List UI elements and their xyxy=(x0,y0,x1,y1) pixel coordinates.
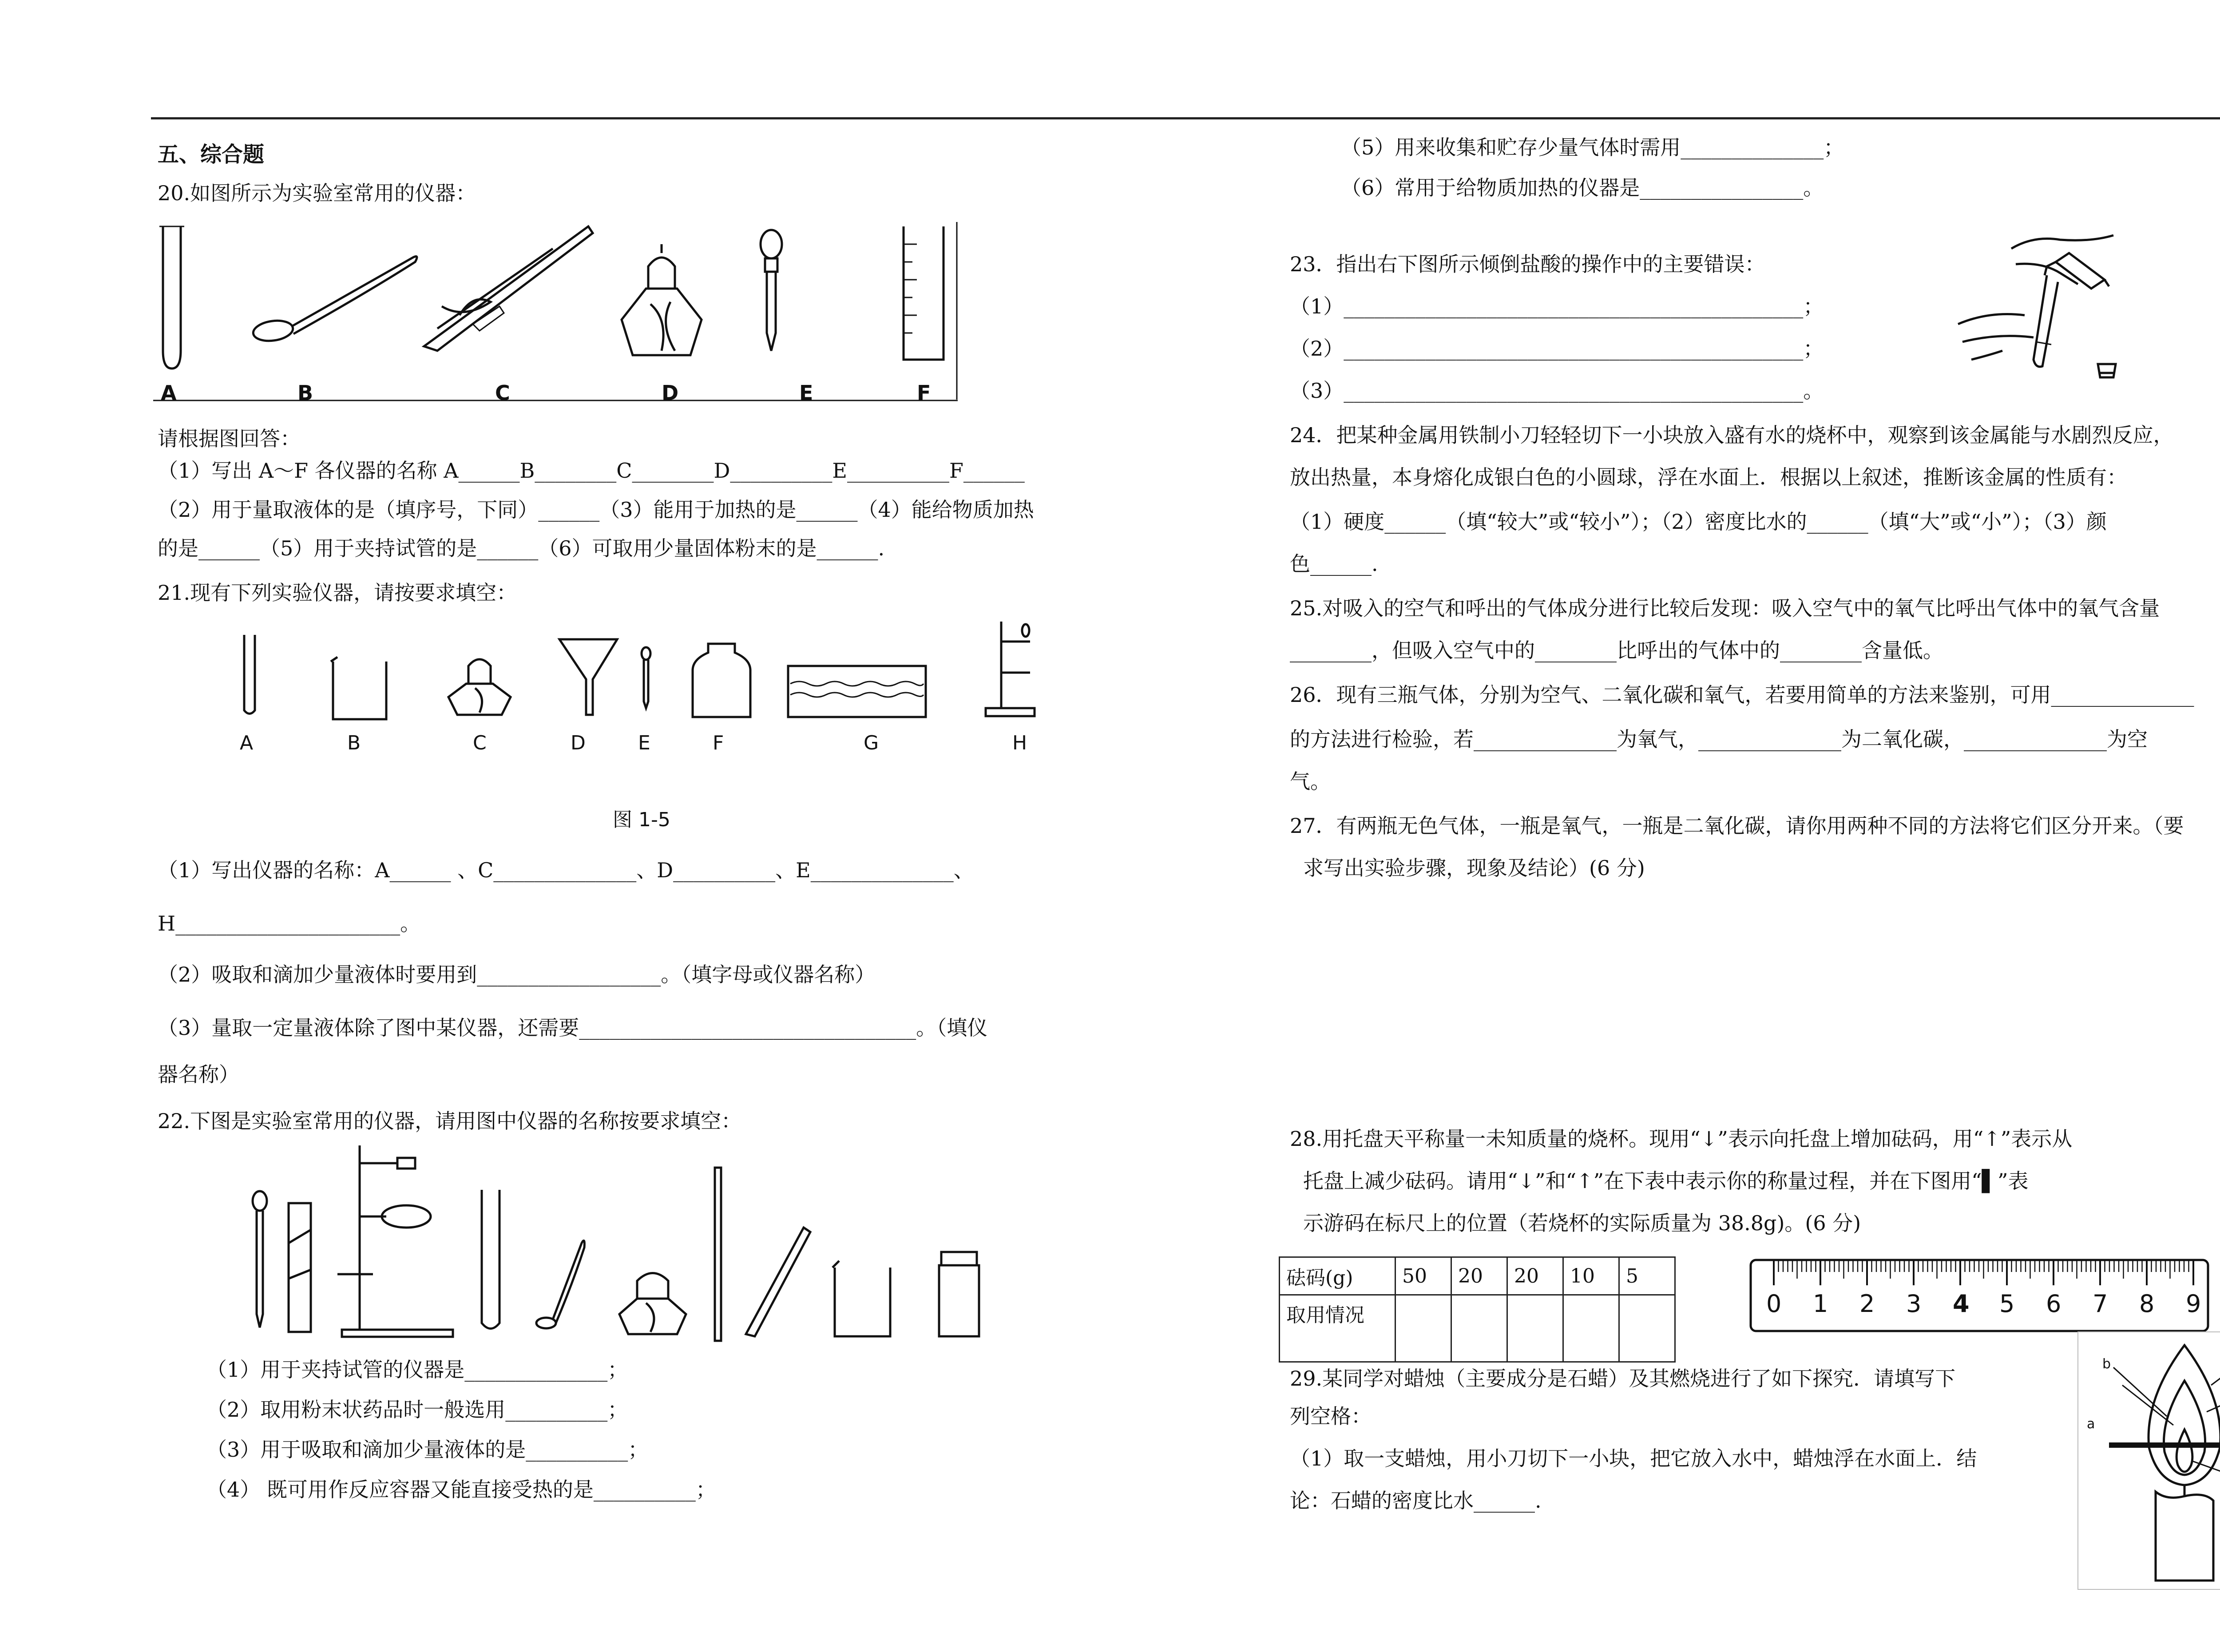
usage-cell-50[interactable] xyxy=(1395,1295,1451,1362)
q21-label-d: D xyxy=(571,732,586,754)
gas-jar-icon xyxy=(693,644,750,717)
q22-instruments-figure xyxy=(240,1145,1021,1341)
ruler-number: 2 xyxy=(1859,1290,1875,1318)
q20-prompt: 请根据图回答： xyxy=(158,427,301,451)
q28-line3: 示游码在标尺上的位置（若烧杯的实际质量为 38.8g)。(6 分) xyxy=(1303,1211,1861,1235)
ruler-number: 8 xyxy=(2139,1290,2155,1318)
funnel-icon xyxy=(559,639,617,715)
q22-line1: （1）用于夹持试管的仪器是______________； xyxy=(206,1358,628,1382)
q20-label-b: B xyxy=(297,381,313,405)
beaker-icon xyxy=(331,657,386,719)
point-label-a: a xyxy=(2087,1416,2095,1432)
q22-line5: （5）用来收集和贮存少量气体时需用______________； xyxy=(1341,135,1844,159)
section-title: 五、综合题 xyxy=(158,142,265,167)
q21-label-a: A xyxy=(240,732,254,754)
q20-line3: 的是______（5）用于夹持试管的是______（6）可取用少量固体粉末的是______. xyxy=(158,536,885,560)
q21-instruments-figure xyxy=(231,617,1119,719)
q24-line4: 色______. xyxy=(1290,552,1378,576)
q27-line1: 27．有两瓶无色气体，一瓶是氧气，一瓶是二氧化碳，请你用两种不同的方法将它们区分开来。（要 xyxy=(1290,814,2184,838)
weights-table xyxy=(1279,1256,1676,1363)
q25-line2: ________，但吸入空气中的________比呼出的气体中的________含量低。 xyxy=(1290,638,1943,662)
q21-figure-caption: 图 1-5 xyxy=(613,808,670,831)
usage-cell-20a[interactable] xyxy=(1451,1295,1507,1362)
q21-line2: H______________________。 xyxy=(158,911,421,935)
q22-line6: （6）常用于给物质加热的仪器是________________。 xyxy=(1341,176,1824,200)
usage-cell-20b[interactable] xyxy=(1507,1295,1563,1362)
flame-icon xyxy=(2149,1345,2220,1485)
q24-line1: 24．把某种金属用铁制小刀轻轻切下一小块放入盛有水的烧杯中，观察到该金属能与水剧烈反应， xyxy=(1290,423,2174,447)
q21-label-g: G xyxy=(864,732,879,754)
q22-line3: （3）用于吸取和滴加少量液体的是__________； xyxy=(206,1438,649,1462)
glass-rod-icon xyxy=(715,1168,721,1341)
q23-line1: （1）_____________________________________________； xyxy=(1290,294,1824,318)
dropper-icon xyxy=(642,647,650,708)
usage-header-cell: 取用情况 xyxy=(1280,1295,1395,1362)
alcohol-lamp-icon xyxy=(622,244,702,355)
iron-stand-icon xyxy=(337,1145,453,1337)
hand-icon xyxy=(2011,235,2113,284)
point-label-b: b xyxy=(2102,1356,2111,1372)
q28-line1: 28.用托盘天平称量一未知质量的烧杯。现用“↓”表示向托盘上增加砝码，用“↑”表示从 xyxy=(1290,1127,2073,1151)
dropper-icon xyxy=(253,1191,267,1327)
alcohol-lamp-icon xyxy=(448,659,511,715)
q23-line2: （2）_____________________________________________； xyxy=(1290,337,1824,361)
q22-line2: （2）取用粉末状药品时一般选用__________； xyxy=(206,1398,628,1422)
graduated-cylinder-icon xyxy=(904,222,957,400)
candle-icon xyxy=(2156,1485,2213,1581)
test-tube-holder-icon xyxy=(289,1203,311,1332)
q21-label-c: C xyxy=(473,732,487,754)
q21-label-e: E xyxy=(638,732,650,754)
q20-instruments-figure xyxy=(153,218,952,413)
weight-cell: 5 xyxy=(1619,1257,1675,1295)
test-tube-holder-icon xyxy=(424,226,593,351)
ruler-number: 0 xyxy=(1766,1290,1782,1318)
q20-label-e: E xyxy=(799,381,813,405)
pouring-acid-figure xyxy=(1945,231,2140,391)
q21-line4: （3）量取一定量液体除了图中某仪器，还需要_________________________________。（填仪 xyxy=(158,1016,988,1040)
weight-cell: 20 xyxy=(1451,1257,1507,1295)
q21-label-f: F xyxy=(713,732,724,754)
q20-line1: （1）写出 A～F 各仪器的名称 A______B________C________D__________E__________F______ xyxy=(158,459,1025,483)
q26-line2: 的方法进行检验，若______________为氧气，______________为二氧化碳，______________为空 xyxy=(1290,727,2148,751)
ruler-number: 6 xyxy=(2046,1290,2061,1318)
test-tube-icon xyxy=(244,635,255,714)
q29-line2: 列空格： xyxy=(1290,1404,1372,1428)
holding-hand-icon xyxy=(1958,314,2034,360)
usage-cell-10[interactable] xyxy=(1563,1295,1619,1362)
tilted-test-tube-icon xyxy=(2034,275,2058,367)
q28-line2: 托盘上减少砝码。请用“↓”和“↑”在下表中表示你的称量过程，并在下图用“▌”表 xyxy=(1303,1169,2029,1193)
weight-cell: 20 xyxy=(1507,1257,1563,1295)
table-row xyxy=(1280,1295,1675,1362)
alcohol-lamp-icon xyxy=(619,1273,686,1335)
ruler-number: 3 xyxy=(1906,1290,1922,1318)
q21-line5: 器名称） xyxy=(158,1062,239,1086)
q24-line2: 放出热量，本身熔化成银白色的小圆球，浮在水面上．根据以上叙述，推断该金属的性质有： xyxy=(1290,465,2127,489)
q29-line1: 29.某同学对蜡烛（主要成分是石蜡）及其燃烧进行了如下探究．请填写下 xyxy=(1290,1367,1956,1391)
test-tube-icon xyxy=(159,226,184,368)
weight-cell: 50 xyxy=(1395,1257,1451,1295)
test-tube-icon xyxy=(482,1190,500,1329)
q21-label-b: B xyxy=(347,732,361,754)
q21-label-h: H xyxy=(1012,732,1027,754)
q27-line2: 求写出实验步骤，现象及结论）(6 分) xyxy=(1303,856,1645,880)
gas-jar-icon xyxy=(939,1252,979,1336)
ruler-number: 9 xyxy=(2186,1290,2201,1318)
q22-stem: 22.下图是实验室常用的仪器，请用图中仪器的名称按要求填空： xyxy=(158,1109,742,1133)
q21-line3: （2）吸取和滴加少量液体时要用到__________________。（填字母或仪器名称） xyxy=(158,963,876,986)
trough-icon xyxy=(788,666,926,717)
q21-line1: （1）写出仪器的名称：A______ 、C______________、D__________、E______________、 xyxy=(158,858,974,882)
q20-line2: （2）用于量取液体的是（填序号，下同）______（3）能用于加热的是______（4）能给物质加热 xyxy=(158,498,1034,522)
table-row xyxy=(1280,1257,1675,1295)
dropper-icon xyxy=(761,230,782,351)
q20-stem: 20.如图所示为实验室常用的仪器： xyxy=(158,181,476,205)
top-rule xyxy=(151,117,2220,119)
spoon-icon xyxy=(252,257,417,344)
ruler-number: 4 xyxy=(1953,1290,1970,1318)
q20-label-d: D xyxy=(662,381,679,405)
tweezers-icon xyxy=(746,1228,810,1336)
ruler-number: 7 xyxy=(2093,1290,2108,1318)
q29-line4: 论：石蜡的密度比水______. xyxy=(1290,1489,1542,1513)
q26-line1: 26．现有三瓶气体，分别为空气、二氧化碳和氧气，若要用简单的方法来鉴别，可用______________ xyxy=(1290,683,2194,707)
spoon-icon xyxy=(536,1240,584,1328)
q20-label-f: F xyxy=(917,381,931,405)
q23-stem: 23．指出右下图所示倾倒盐酸的操作中的主要错误： xyxy=(1290,252,1765,276)
q20-label-c: C xyxy=(495,381,510,405)
q22-line4: （4） 既可用作反应容器又能直接受热的是__________； xyxy=(206,1478,716,1501)
usage-cell-5[interactable] xyxy=(1619,1295,1675,1362)
iron-stand-icon xyxy=(986,622,1035,716)
weights-header-cell: 砝码(g) xyxy=(1280,1257,1395,1295)
q29-line3: （1）取一支蜡烛，用小刀切下一小块，把它放入水中，蜡烛浮在水面上．结 xyxy=(1290,1446,1977,1470)
ruler-number: 1 xyxy=(1813,1290,1828,1318)
ruler-ticks xyxy=(1774,1260,2193,1285)
bottle-stopper-icon xyxy=(2098,364,2116,377)
candle-flame-figure xyxy=(2078,1332,2220,1589)
beaker-icon xyxy=(832,1261,890,1336)
q20-label-a: A xyxy=(161,381,177,405)
q23-line3: （3）_____________________________________________。 xyxy=(1290,379,1824,403)
q21-stem: 21.现有下列实验仪器，请按要求填空： xyxy=(158,581,517,605)
q24-line3: （1）硬度______（填“较大”或“较小”）；（2）密度比水的______（填“大”或“小”）；（3）颜 xyxy=(1290,510,2107,534)
q26-line3: 气。 xyxy=(1290,769,1331,793)
weight-cell: 10 xyxy=(1563,1257,1619,1295)
q25-line1: 25.对吸入的空气和呼出的气体成分进行比较后发现：吸入空气中的氧气比呼出气体中的氧气含量 xyxy=(1290,596,2160,620)
ruler-number: 5 xyxy=(1999,1290,2015,1318)
